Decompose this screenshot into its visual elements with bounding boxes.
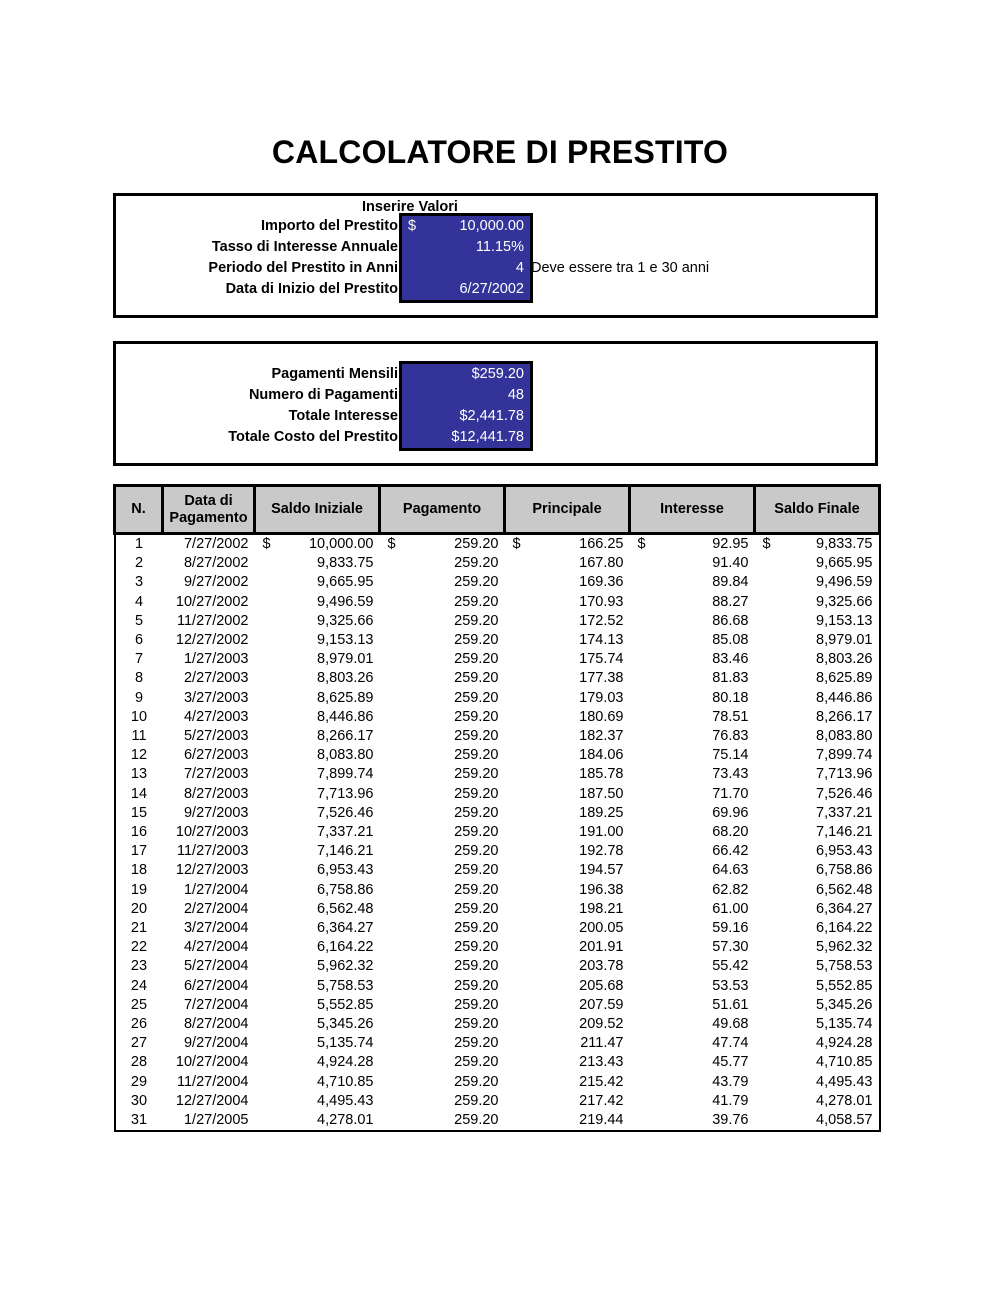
payment-amount: 259.20: [454, 843, 499, 860]
interest-amount: 83.46: [712, 651, 749, 668]
principal-amount: 177.38: [579, 670, 624, 687]
principal-amount: 174.13: [579, 632, 624, 649]
payment-date: 8/27/2003: [183, 785, 249, 802]
payment-number: 10: [115, 708, 163, 727]
principal-amount: 203.78: [579, 958, 624, 975]
principal-amount: 217.42: [579, 1092, 624, 1109]
payment-date: 6/27/2004: [183, 977, 249, 994]
beginning-balance: 9,153.13: [317, 632, 374, 649]
payment-number: 20: [115, 900, 163, 919]
payment-date: 11/27/2002: [177, 612, 249, 629]
summary-label-1: Numero di Pagamenti: [248, 387, 398, 403]
table-row: [115, 669, 880, 688]
beginning-balance: 6,164.22: [317, 939, 374, 956]
interest-amount: 55.42: [712, 958, 749, 975]
interest-amount: 66.42: [712, 843, 749, 860]
principal-amount: 215.42: [579, 1073, 624, 1090]
ending-balance: 7,899.74: [755, 746, 880, 765]
input-label-2: Periodo del Prestito in Anni: [208, 260, 398, 276]
ending-balance: 4,924.28: [755, 1034, 880, 1053]
payment-number: 28: [115, 1053, 163, 1072]
interest-amount: 78.51: [712, 708, 749, 725]
loan-period-hint: Deve essere tra 1 e 30 anni: [531, 260, 710, 276]
payment-date: 10/27/2003: [175, 824, 249, 841]
beginning-balance: 8,803.26: [317, 670, 374, 687]
payment-amount: 259.20: [454, 766, 499, 783]
beginning-balance: 8,446.86: [317, 708, 374, 725]
beginning-balance: 7,526.46: [317, 804, 374, 821]
beginning-balance: 9,665.95: [317, 574, 374, 591]
payment-number: 30: [115, 1092, 163, 1111]
table-row: [115, 1015, 880, 1034]
payment-number: 11: [115, 727, 163, 746]
payment-amount: 259.20: [454, 728, 499, 745]
schedule-header-row: [115, 486, 880, 534]
schedule-col-header-4: Principale: [505, 486, 630, 534]
payment-amount: 259.20: [454, 555, 499, 572]
summary-value-2: $2,441.78: [402, 406, 530, 427]
principal-amount: 209.52: [579, 1016, 624, 1033]
interest-amount: 47.74: [712, 1035, 749, 1052]
interest-amount: 86.68: [712, 612, 749, 629]
payment-date: 12/27/2002: [175, 632, 249, 649]
payment-amount: 259.20: [454, 996, 499, 1013]
payment-date: 12/27/2003: [175, 862, 249, 879]
input-value-2[interactable]: 4: [402, 258, 530, 279]
ending-balance: 8,803.26: [755, 650, 880, 669]
beginning-balance: 5,962.32: [317, 958, 374, 975]
principal-amount: 194.57: [579, 862, 624, 879]
currency-symbol: $: [262, 536, 271, 552]
payment-amount: 259.20: [454, 939, 499, 956]
payment-number: 18: [115, 861, 163, 880]
interest-amount: 69.96: [712, 804, 749, 821]
summary-value-1: 48: [402, 385, 530, 406]
interest-amount: 71.70: [712, 785, 749, 802]
beginning-balance: $ 10,000.00: [255, 534, 380, 555]
ending-balance: 6,364.27: [755, 900, 880, 919]
payment-date: 12/27/2004: [175, 1092, 249, 1109]
table-row: [115, 996, 880, 1015]
interest-amount: 80.18: [712, 689, 749, 706]
payment-date: 3/27/2004: [183, 920, 249, 937]
ending-balance: 4,710.85: [755, 1053, 880, 1072]
ending-balance: 6,164.22: [755, 919, 880, 938]
payment-date: 9/27/2004: [183, 1035, 249, 1052]
interest-amount: 76.83: [712, 728, 749, 745]
beginning-balance: 7,146.21: [317, 843, 374, 860]
ending-balance: 8,979.01: [755, 631, 880, 650]
beginning-balance: 7,337.21: [317, 824, 374, 841]
interest-amount: 62.82: [712, 881, 749, 898]
payment-number: 9: [115, 689, 163, 708]
payment-amount: 259.20: [454, 632, 499, 649]
ending-balance: 6,953.43: [755, 842, 880, 861]
payment-number: 26: [115, 1015, 163, 1034]
currency-symbol: $: [408, 218, 417, 234]
ending-balance: 7,337.21: [755, 804, 880, 823]
payment-date: 4/27/2004: [183, 939, 249, 956]
principal-amount: 213.43: [579, 1054, 624, 1071]
payment-date: 6/27/2003: [183, 747, 249, 764]
payment-amount: 259.20: [454, 1016, 499, 1033]
principal-amount: 175.74: [579, 651, 624, 668]
payment-date: 9/27/2003: [183, 804, 249, 821]
table-row: [115, 1034, 880, 1053]
schedule-col-header-0: N.: [115, 486, 163, 534]
interest-amount: 61.00: [712, 900, 749, 917]
summary-label-0: Pagamenti Mensili: [271, 366, 398, 382]
principal-amount: 192.78: [579, 843, 624, 860]
interest-amount: $ 92.95: [630, 534, 755, 555]
payment-amount: 259.20: [454, 1092, 499, 1109]
ending-balance: 8,266.17: [755, 708, 880, 727]
interest-amount: 75.14: [712, 747, 749, 764]
table-row: [115, 612, 880, 631]
payment-date: 9/27/2002: [183, 574, 249, 591]
principal-amount: 189.25: [579, 804, 624, 821]
payment-amount: 259.20: [454, 862, 499, 879]
table-row: [115, 900, 880, 919]
table-row: [115, 593, 880, 612]
table-row: [115, 650, 880, 669]
payment-date: 2/27/2003: [183, 670, 249, 687]
interest-amount: 68.20: [712, 824, 749, 841]
beginning-balance: 8,083.80: [317, 747, 374, 764]
principal-amount: 170.93: [579, 593, 624, 610]
payment-number: 14: [115, 785, 163, 804]
input-value-1[interactable]: 11.15%: [402, 237, 530, 258]
payment-number: 31: [115, 1111, 163, 1131]
payment-date: 11/27/2003: [177, 843, 249, 860]
schedule-col-header-2: Saldo Iniziale: [255, 486, 380, 534]
principal-amount: 200.05: [579, 920, 624, 937]
payment-date: 1/27/2005: [163, 1111, 255, 1131]
payment-date: 5/27/2003: [183, 728, 249, 745]
payment-date: 4/27/2003: [183, 708, 249, 725]
summary-label-2: Totale Interesse: [288, 408, 398, 424]
ending-balance: 9,153.13: [755, 612, 880, 631]
interest-amount: 91.40: [712, 555, 749, 572]
ending-balance: 5,345.26: [755, 996, 880, 1015]
beginning-balance: 4,278.01: [255, 1111, 380, 1131]
table-row: [115, 708, 880, 727]
interest-amount: 45.77: [712, 1054, 749, 1071]
principal-amount: 180.69: [579, 708, 624, 725]
ending-balance: 6,758.86: [755, 861, 880, 880]
payment-amount: 259.20: [454, 958, 499, 975]
summary-fields-grid: [112, 364, 530, 448]
principal-amount: 169.36: [579, 574, 624, 591]
ending-balance: 8,446.86: [755, 689, 880, 708]
payment-amount: 259.20: [454, 708, 499, 725]
table-row: [115, 1053, 880, 1072]
payment-amount: 259.20: [454, 574, 499, 591]
table-row: [115, 804, 880, 823]
ending-balance: 7,526.46: [755, 785, 880, 804]
payment-date: 11/27/2004: [177, 1073, 249, 1090]
table-row: [115, 881, 880, 900]
beginning-balance: 8,266.17: [317, 728, 374, 745]
payment-date: 10/27/2002: [175, 593, 249, 610]
principal-amount: 211.47: [580, 1035, 624, 1052]
ending-balance: 8,625.89: [755, 669, 880, 688]
payment-date: 1/27/2004: [183, 881, 249, 898]
ending-balance: 9,665.95: [755, 554, 880, 573]
principal-amount: 184.06: [579, 747, 624, 764]
principal-amount: 201.91: [579, 939, 624, 956]
schedule-body: [115, 534, 880, 1132]
input-label-0: Importo del Prestito: [261, 218, 398, 234]
beginning-balance: 9,496.59: [317, 593, 374, 610]
input-value-3[interactable]: 6/27/2002: [402, 279, 530, 300]
payment-amount: 259.20: [454, 612, 499, 629]
payment-number: 22: [115, 938, 163, 957]
summary-value-0: $259.20: [402, 364, 530, 385]
payment-date: 2/27/2004: [183, 900, 249, 917]
interest-amount: 85.08: [712, 632, 749, 649]
input-value-0[interactable]: $ 10,000.00: [402, 216, 530, 237]
payment-amount: 259.20: [454, 1073, 499, 1090]
table-row: [115, 1111, 880, 1131]
payment-number: 4: [115, 593, 163, 612]
interest-amount: 43.79: [712, 1073, 749, 1090]
beginning-balance: 7,713.96: [317, 785, 374, 802]
interest-amount: 89.84: [712, 574, 749, 591]
principal-amount: 205.68: [579, 977, 624, 994]
payment-amount: 259.20: [454, 785, 499, 802]
payment-amount: 259.20: [454, 1054, 499, 1071]
ending-balance: 7,713.96: [755, 765, 880, 784]
payment-number: 2: [115, 554, 163, 573]
payment-date: 10/27/2004: [175, 1054, 249, 1071]
interest-amount: 59.16: [712, 920, 749, 937]
principal-amount: 207.59: [579, 996, 624, 1013]
table-row: [115, 554, 880, 573]
beginning-balance: 9,325.66: [317, 612, 374, 629]
payment-number: 3: [115, 573, 163, 592]
input-label-3: Data di Inizio del Prestito: [225, 281, 398, 297]
payment-amount: 259.20: [454, 670, 499, 687]
payment-number: 13: [115, 765, 163, 784]
payment-amount: 259.20: [454, 651, 499, 668]
payment-date: 3/27/2003: [183, 689, 249, 706]
schedule-col-header-3: Pagamento: [380, 486, 505, 534]
table-row: [115, 1092, 880, 1111]
payment-amount: 259.20: [454, 747, 499, 764]
payment-number: 8: [115, 669, 163, 688]
schedule-table: [113, 484, 881, 1132]
payment-number: 5: [115, 612, 163, 631]
ending-balance: 8,083.80: [755, 727, 880, 746]
ending-balance: 5,962.32: [755, 938, 880, 957]
table-row: [115, 957, 880, 976]
ending-balance: 5,758.53: [755, 957, 880, 976]
payment-number: 7: [115, 650, 163, 669]
interest-amount: 81.83: [712, 670, 749, 687]
currency-symbol: $: [387, 536, 396, 552]
ending-balance: 9,325.66: [755, 593, 880, 612]
principal-amount: 172.52: [579, 612, 624, 629]
table-row: [115, 919, 880, 938]
ending-balance: 9,496.59: [755, 573, 880, 592]
table-row: [115, 631, 880, 650]
principal-amount: 191.00: [579, 824, 624, 841]
schedule-col-header-5: Interesse: [630, 486, 755, 534]
schedule-col-header-6: Saldo Finale: [755, 486, 880, 534]
input-fields-grid: [112, 216, 530, 300]
schedule-header: [115, 486, 880, 534]
interest-amount: 53.53: [712, 977, 749, 994]
beginning-balance: 9,833.75: [317, 555, 374, 572]
ending-balance: 6,562.48: [755, 881, 880, 900]
table-row: [115, 823, 880, 842]
ending-balance: 7,146.21: [755, 823, 880, 842]
summary-label-3: Totale Costo del Prestito: [228, 429, 398, 445]
payment-date: 7/27/2003: [183, 766, 249, 783]
payment-number: 27: [115, 1034, 163, 1053]
enter-values-caption: Inserire Valori: [362, 199, 458, 215]
table-row: [115, 785, 880, 804]
principal-amount: 185.78: [579, 766, 624, 783]
payment-amount: 259.20: [380, 1111, 505, 1131]
principal-amount: 196.38: [579, 881, 624, 898]
payment-amount: 259.20: [454, 824, 499, 841]
ending-balance: 4,058.57: [755, 1111, 880, 1131]
table-row: [115, 842, 880, 861]
beginning-balance: 6,364.27: [317, 920, 374, 937]
table-row: [115, 977, 880, 996]
interest-amount: 41.79: [712, 1092, 749, 1109]
payment-amount: $ 259.20: [380, 534, 505, 555]
currency-symbol: $: [512, 536, 521, 552]
table-row: [115, 1073, 880, 1092]
table-row: [115, 689, 880, 708]
interest-amount: 57.30: [712, 939, 749, 956]
interest-amount: 88.27: [712, 593, 749, 610]
principal-amount: 219.44: [505, 1111, 630, 1131]
payment-number: 15: [115, 804, 163, 823]
interest-amount: 39.76: [630, 1111, 755, 1131]
interest-amount: 49.68: [712, 1016, 749, 1033]
table-row: [115, 727, 880, 746]
summary-value-3: $12,441.78: [402, 427, 530, 448]
table-row: [115, 573, 880, 592]
payment-amount: 259.20: [454, 920, 499, 937]
payment-amount: 259.20: [454, 881, 499, 898]
payment-number: 17: [115, 842, 163, 861]
interest-amount: 51.61: [712, 996, 749, 1013]
page-title: CALCOLATORE DI PRESTITO: [271, 134, 729, 170]
payment-number: 1: [115, 534, 163, 555]
principal-amount: 198.21: [579, 900, 624, 917]
ending-balance: 5,552.85: [755, 977, 880, 996]
payment-number: 19: [115, 881, 163, 900]
payment-date: 8/27/2004: [183, 1016, 249, 1033]
beginning-balance: 5,552.85: [317, 996, 374, 1013]
currency-symbol: $: [762, 536, 771, 552]
payment-amount: 259.20: [454, 689, 499, 706]
table-row: [115, 534, 880, 555]
beginning-balance: 5,345.26: [317, 1016, 374, 1033]
principal-amount: 167.80: [579, 555, 624, 572]
payment-date: 1/27/2003: [183, 651, 249, 668]
beginning-balance: 4,924.28: [317, 1054, 374, 1071]
payment-number: 12: [115, 746, 163, 765]
beginning-balance: 7,899.74: [317, 766, 374, 783]
beginning-balance: 5,135.74: [317, 1035, 374, 1052]
interest-amount: 73.43: [712, 766, 749, 783]
payment-amount: 259.20: [454, 1035, 499, 1052]
ending-balance: 4,278.01: [755, 1092, 880, 1111]
payment-date: 5/27/2004: [183, 958, 249, 975]
beginning-balance: 8,625.89: [317, 689, 374, 706]
table-row: [115, 765, 880, 784]
payment-number: 24: [115, 977, 163, 996]
principal-amount: 179.03: [579, 689, 624, 706]
beginning-balance: 5,758.53: [317, 977, 374, 994]
payment-number: 23: [115, 957, 163, 976]
beginning-balance: 6,953.43: [317, 862, 374, 879]
principal-amount: 182.37: [579, 728, 624, 745]
beginning-balance: 6,758.86: [317, 881, 374, 898]
beginning-balance: 4,495.43: [317, 1092, 374, 1109]
table-row: [115, 861, 880, 880]
beginning-balance: 8,979.01: [317, 651, 374, 668]
currency-symbol: $: [637, 536, 646, 552]
beginning-balance: 6,562.48: [317, 900, 374, 917]
interest-amount: 64.63: [712, 862, 749, 879]
payment-number: 25: [115, 996, 163, 1015]
beginning-balance: 4,710.85: [317, 1073, 374, 1090]
ending-balance: 5,135.74: [755, 1015, 880, 1034]
ending-balance: 4,495.43: [755, 1073, 880, 1092]
ending-balance: $ 9,833.75: [755, 534, 880, 555]
payment-amount: 259.20: [454, 593, 499, 610]
payment-date: 8/27/2002: [183, 555, 249, 572]
input-label-1: Tasso di Interesse Annuale: [211, 239, 398, 255]
amortization-schedule: [113, 484, 878, 1132]
payment-number: 16: [115, 823, 163, 842]
payment-date: 7/27/2002: [183, 536, 249, 552]
payment-amount: 259.20: [454, 804, 499, 821]
payment-number: 29: [115, 1073, 163, 1092]
principal-amount: 187.50: [579, 785, 624, 802]
principal-amount: $ 166.25: [505, 534, 630, 555]
payment-amount: 259.20: [454, 900, 499, 917]
payment-number: 6: [115, 631, 163, 650]
table-row: [115, 938, 880, 957]
table-row: [115, 746, 880, 765]
payment-date: 7/27/2004: [183, 996, 249, 1013]
payment-number: 21: [115, 919, 163, 938]
schedule-col-header-1: Data di Pagamento: [163, 486, 255, 534]
payment-amount: 259.20: [454, 977, 499, 994]
